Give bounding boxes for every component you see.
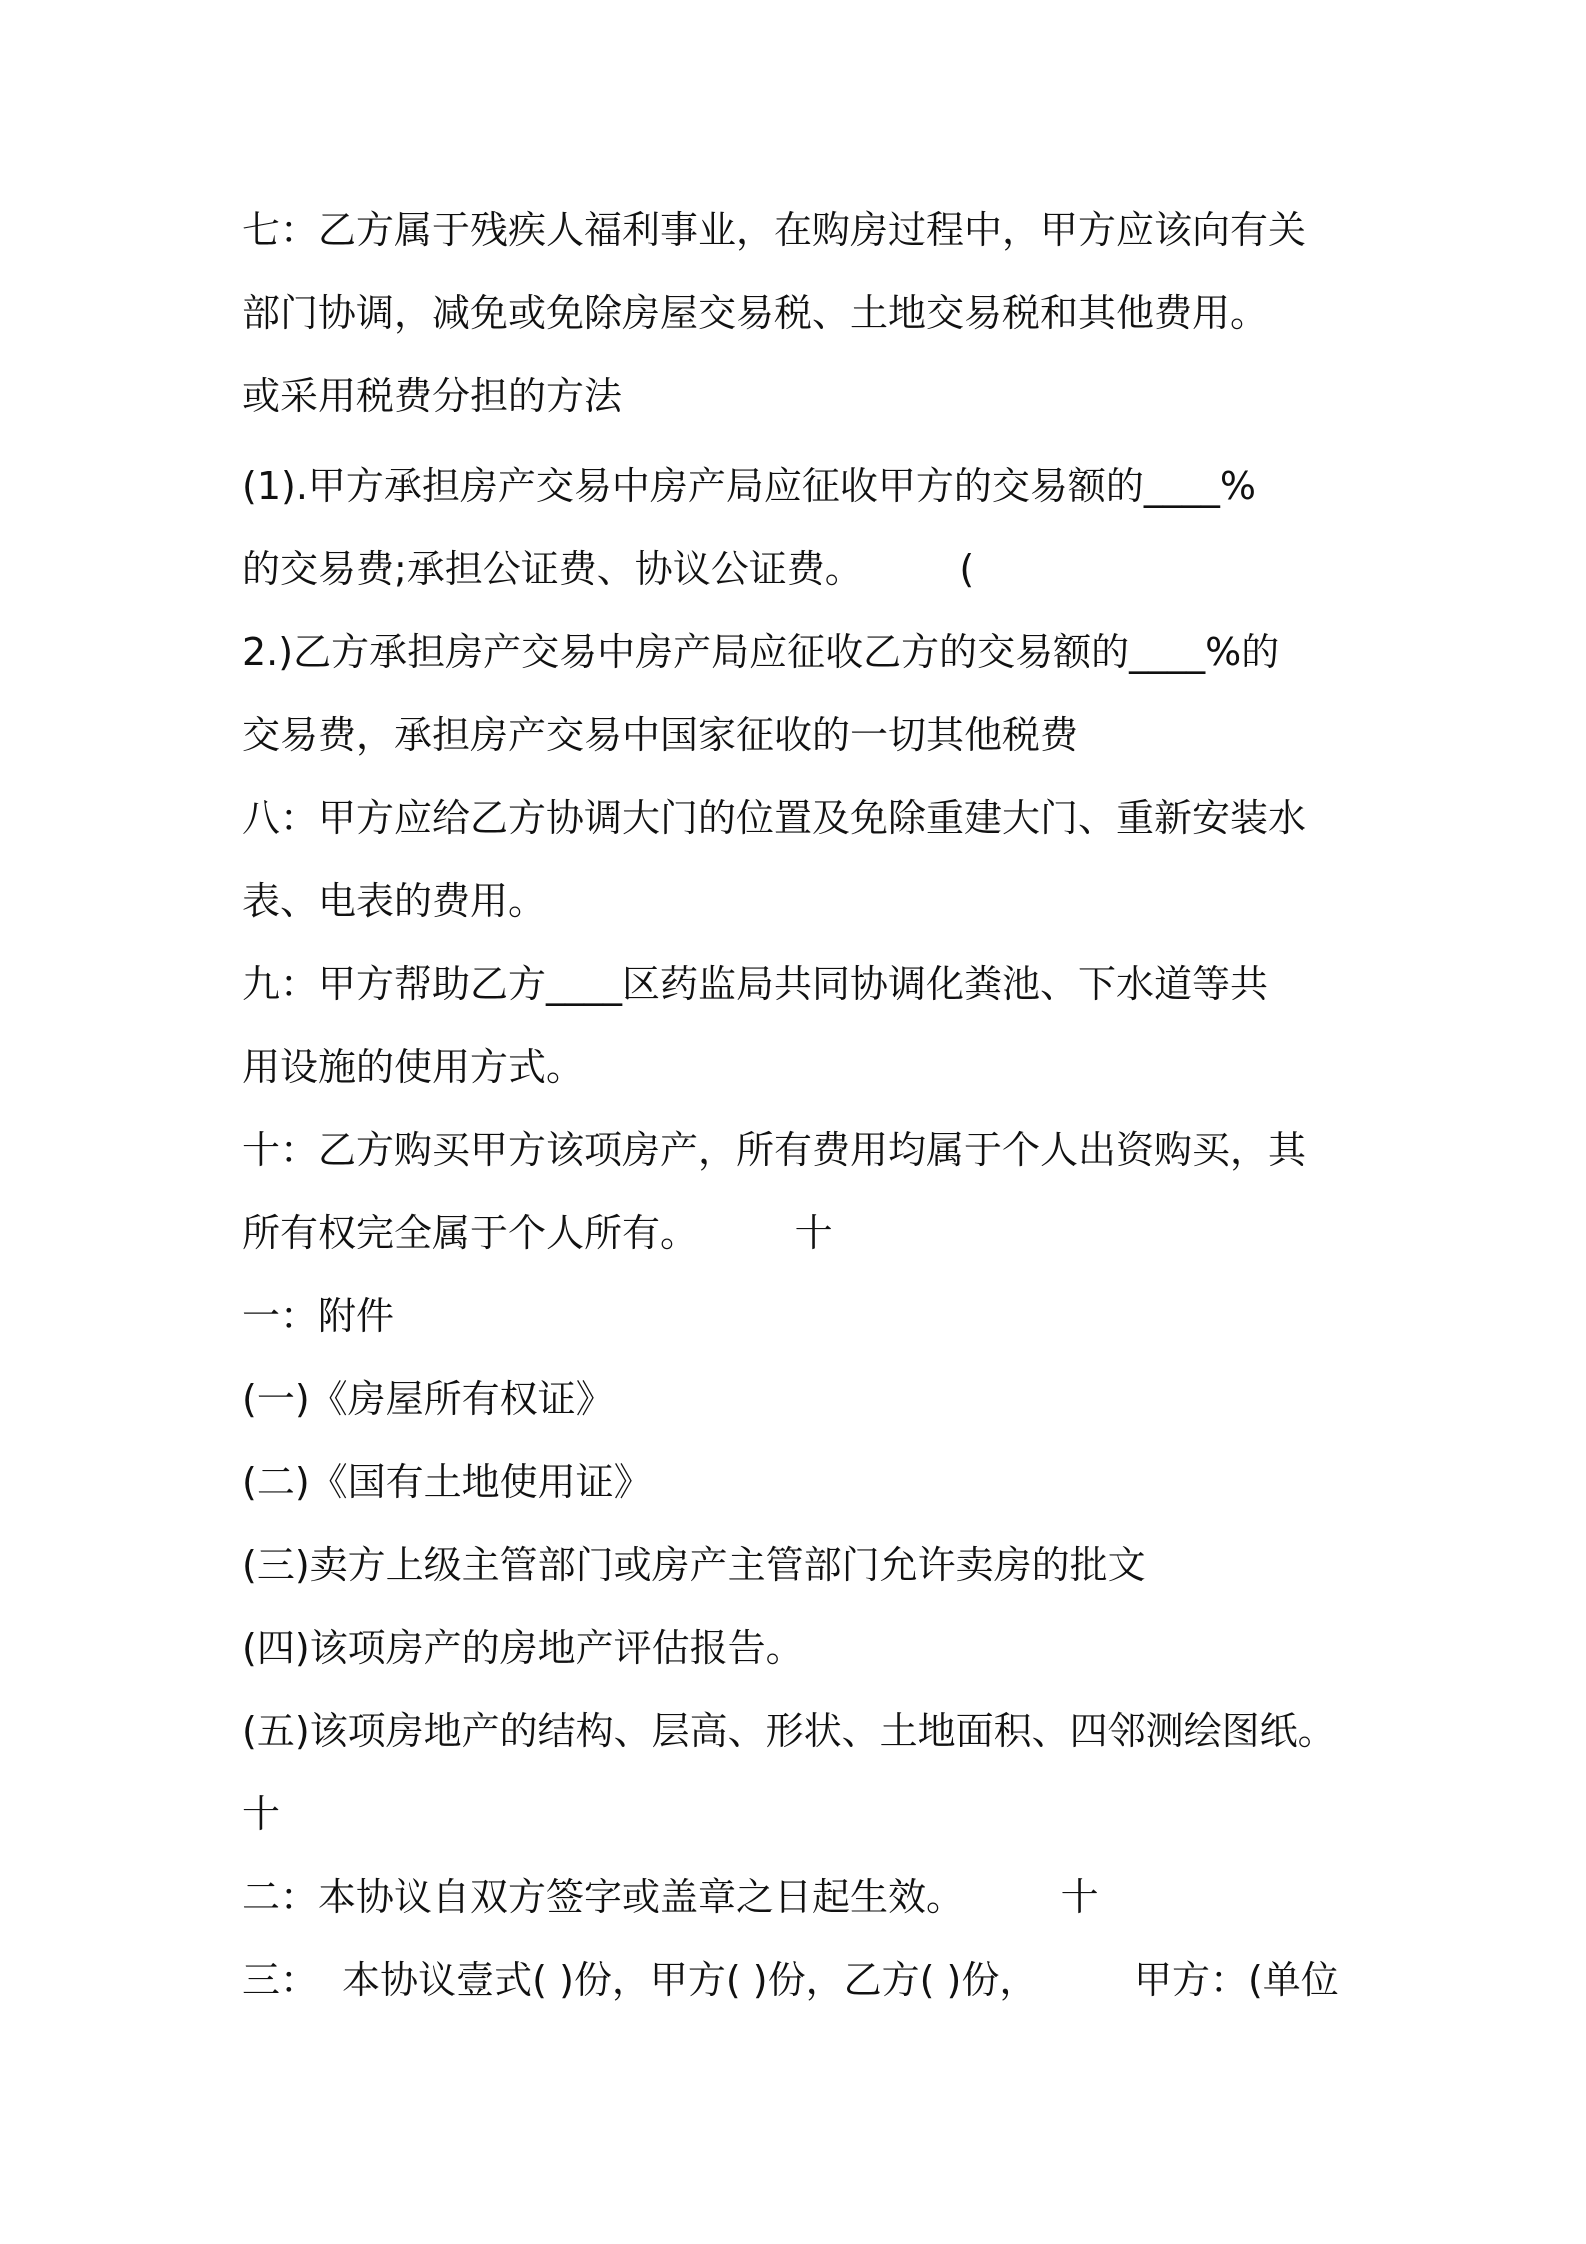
clause-7-item-1-line-1: (1).甲方承担房产交易中房产局应征收甲方的交易额的____% <box>242 464 1257 508</box>
clause-8-line-1: 八：甲方应给乙方协调大门的位置及免除重建大门、重新安装水 <box>242 796 1307 840</box>
clause-11-heading: 一：附件 <box>242 1294 395 1338</box>
attachment-4: (四)该项房产的房地产评估报告。 <box>242 1626 804 1670</box>
clause-12-line: 二：本协议自双方签字或盖章之日起生效。 十 <box>242 1875 1099 1919</box>
clause-13-line: 三： 本协议壹式( )份，甲方( )份，乙方( )份， 甲方：(单位 <box>242 1958 1339 2002</box>
clause-9-line-1: 九：甲方帮助乙方____区药监局共同协调化粪池、下水道等共 <box>242 962 1269 1006</box>
clause-7-item-2-line-1: 2.)乙方承担房产交易中房产局应征收乙方的交易额的____%的 <box>242 630 1280 674</box>
clause-7-item-2-line-2: 交易费，承担房产交易中国家征收的一切其他税费 <box>242 713 1079 757</box>
clause-7-line-1: 七：乙方属于残疾人福利事业，在购房过程中，甲方应该向有关 <box>242 208 1307 252</box>
attachment-2: (二)《国有土地使用证》 <box>242 1460 652 1504</box>
attachment-1: (一)《房屋所有权证》 <box>242 1377 614 1421</box>
clause-10-line-1: 十：乙方购买甲方该项房产，所有费用均属于个人出资购买，其 <box>242 1128 1307 1172</box>
clause-7-item-1-line-2: 的交易费;承担公证费、协议公证费。 ( <box>242 547 975 591</box>
clause-9-line-2: 用设施的使用方式。 <box>242 1045 585 1089</box>
clause-12-prefix: 十 <box>242 1792 281 1836</box>
attachment-3: (三)卖方上级主管部门或房产主管部门允许卖房的批文 <box>242 1543 1146 1587</box>
clause-8-line-2: 表、电表的费用。 <box>242 879 547 923</box>
clause-7-line-2: 部门协调，减免或免除房屋交易税、土地交易税和其他费用。 <box>242 291 1269 335</box>
clause-7-line-3: 或采用税费分担的方法 <box>242 374 623 418</box>
clause-10-line-2: 所有权完全属于个人所有。 十 <box>242 1211 833 1255</box>
attachment-5: (五)该项房地产的结构、层高、形状、土地面积、四邻测绘图纸。 <box>242 1709 1336 1753</box>
